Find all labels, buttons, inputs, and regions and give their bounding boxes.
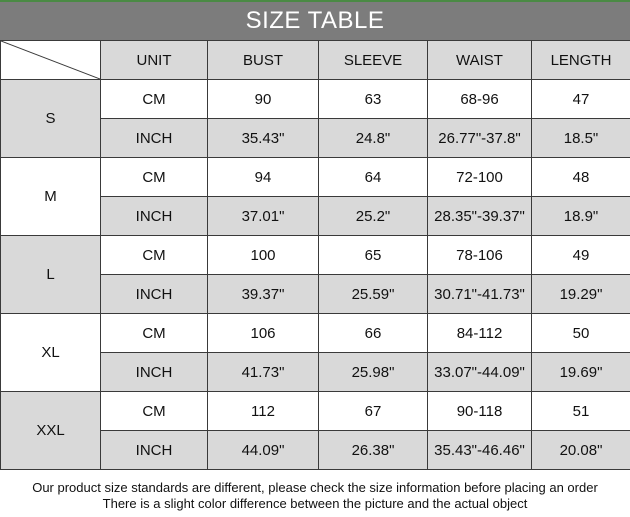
bust-cell: 44.09" xyxy=(208,431,319,470)
bust-cell: 41.73" xyxy=(208,353,319,392)
length-cell: 47 xyxy=(532,80,630,119)
length-cell: 19.69" xyxy=(532,353,630,392)
sleeve-cell: 25.2" xyxy=(319,197,428,236)
size-table xyxy=(0,40,630,470)
table-row xyxy=(1,80,630,119)
unit-cell: CM xyxy=(101,314,208,353)
bust-cell: 35.43" xyxy=(208,119,319,158)
length-cell: 48 xyxy=(532,158,630,197)
size-label: M xyxy=(1,158,101,236)
length-cell: 19.29" xyxy=(532,275,630,314)
waist-cell: 84-112 xyxy=(428,314,532,353)
table-row xyxy=(1,314,630,353)
header-unit: UNIT xyxy=(101,41,208,80)
diagonal-line xyxy=(1,41,100,79)
waist-cell: 33.07"-44.09" xyxy=(428,353,532,392)
header-waist: WAIST xyxy=(428,41,532,80)
length-cell: 51 xyxy=(532,392,630,431)
header-bust: BUST xyxy=(208,41,319,80)
header-sleeve: SLEEVE xyxy=(319,41,428,80)
bust-cell: 37.01" xyxy=(208,197,319,236)
table-title: SIZE TABLE xyxy=(0,0,630,40)
bust-cell: 106 xyxy=(208,314,319,353)
unit-cell: INCH xyxy=(101,275,208,314)
length-cell: 20.08" xyxy=(532,431,630,470)
unit-cell: INCH xyxy=(101,119,208,158)
sleeve-cell: 67 xyxy=(319,392,428,431)
unit-cell: INCH xyxy=(101,353,208,392)
unit-cell: CM xyxy=(101,80,208,119)
unit-cell: CM xyxy=(101,158,208,197)
sleeve-cell: 65 xyxy=(319,236,428,275)
size-note: Our product size standards are different, please check the size information before placing an order xyxy=(32,480,598,495)
unit-cell: INCH xyxy=(101,197,208,236)
length-cell: 50 xyxy=(532,314,630,353)
waist-cell: 68-96 xyxy=(428,80,532,119)
size-label: S xyxy=(1,80,101,158)
waist-cell: 90-118 xyxy=(428,392,532,431)
size-label: L xyxy=(1,236,101,314)
header-row xyxy=(1,41,630,80)
unit-cell: CM xyxy=(101,236,208,275)
waist-cell: 78-106 xyxy=(428,236,532,275)
length-cell: 18.9" xyxy=(532,197,630,236)
sleeve-cell: 64 xyxy=(319,158,428,197)
table-row xyxy=(1,236,630,275)
sleeve-cell: 25.59" xyxy=(319,275,428,314)
bust-cell: 94 xyxy=(208,158,319,197)
sleeve-cell: 24.8" xyxy=(319,119,428,158)
bust-cell: 39.37" xyxy=(208,275,319,314)
length-cell: 18.5" xyxy=(532,119,630,158)
waist-cell: 30.71"-41.73" xyxy=(428,275,532,314)
footnotes xyxy=(0,474,630,517)
waist-cell: 28.35"-39.37" xyxy=(428,197,532,236)
header-length: LENGTH xyxy=(532,41,630,80)
sleeve-cell: 63 xyxy=(319,80,428,119)
color-note: There is a slight color difference between the picture and the actual object xyxy=(102,496,528,511)
bust-cell: 100 xyxy=(208,236,319,275)
waist-cell: 26.77"-37.8" xyxy=(428,119,532,158)
waist-cell: 35.43"-46.46" xyxy=(428,431,532,470)
unit-cell: INCH xyxy=(101,431,208,470)
size-label: XL xyxy=(1,314,101,392)
bust-cell: 112 xyxy=(208,392,319,431)
bust-cell: 90 xyxy=(208,80,319,119)
sleeve-cell: 66 xyxy=(319,314,428,353)
table-row xyxy=(1,392,630,431)
waist-cell: 72-100 xyxy=(428,158,532,197)
length-cell: 49 xyxy=(532,236,630,275)
size-label: XXL xyxy=(1,392,101,470)
table-row xyxy=(1,158,630,197)
sleeve-cell: 26.38" xyxy=(319,431,428,470)
unit-cell: CM xyxy=(101,392,208,431)
corner-cell xyxy=(1,41,101,80)
sleeve-cell: 25.98" xyxy=(319,353,428,392)
